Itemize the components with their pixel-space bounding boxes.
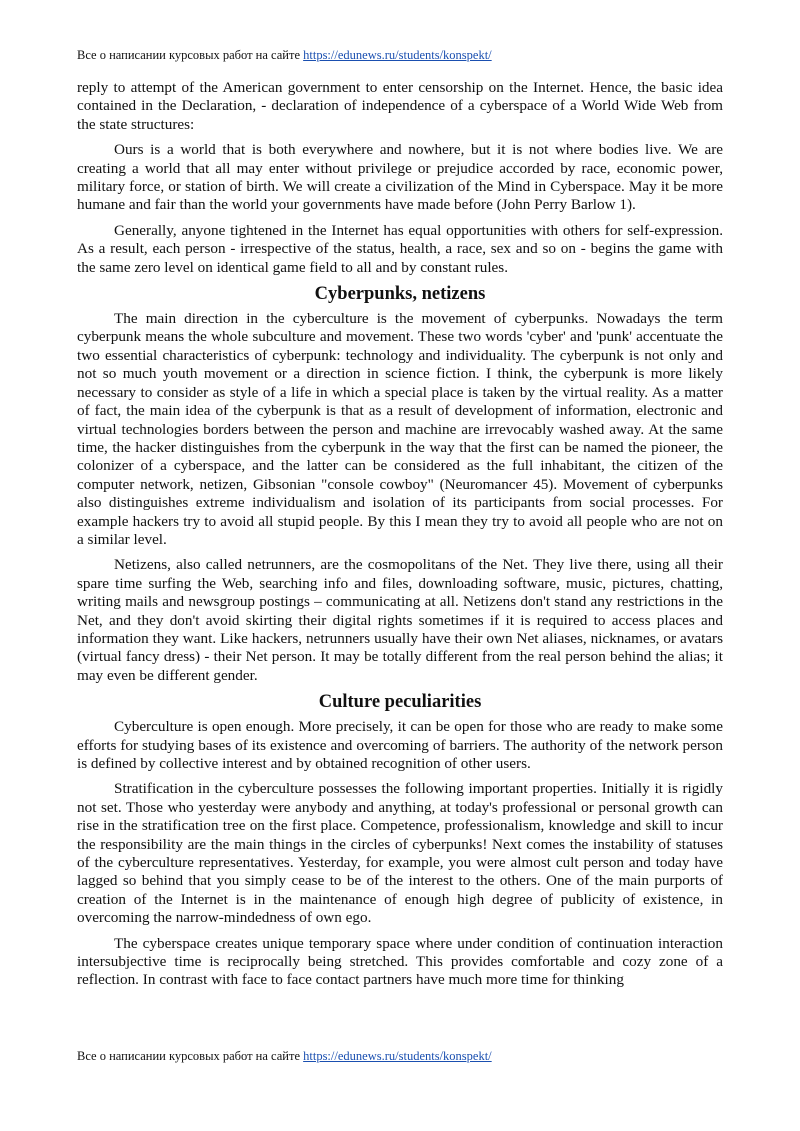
paragraph: Netizens, also called netrunners, are the cosmopolitans of the Net. They live there, using all their spare time surfing the Web, searching info and files, downloading software, music, pictures, chatting, writing mails and newsgroup postings – communicating at all. Netizens don't stand any restrictions in the Net, and they don't avoid skirting their digital rights sometimes if it is required to access places and information they want. Like hackers, netrunners usually have their own Net aliases, nicknames, or avatars (virtual fancy dress) - their Net person. It may be totally different from the real person behind the alias; it may even be different gender. (77, 556, 723, 684)
quote-paragraph: Ours is a world that is both everywhere and nowhere, but it is not where bodies live. We are creating a world that all may enter without privilege or prejudice accorded by race, economic power, military force, or station of birth. We will create a civilization of the Mind in Cyberspace. May it be more humane and fair than the world your governments have made before (John Perry Barlow 1). (77, 141, 723, 214)
page-footer (77, 1049, 492, 1064)
paragraph: reply to attempt of the American government to enter censorship on the Internet. Hence, the basic idea contained in the Declaration, - declaration of independence of a cyberspace of a World Wide Web from the state structures: (77, 79, 723, 133)
footer-text: Все о написании курсовых работ на сайте (77, 1049, 304, 1063)
paragraph: The cyberspace creates unique temporary space where under condition of continuation interaction intersubjective time is reciprocally being stretched. This provides comfortable and cozy zone of a reflection. In contrast with face to face contact partners have much more time for thinking (77, 934, 723, 989)
section-heading-cyberpunks: Cyberpunks, netizens (314, 284, 486, 305)
paragraph: Generally, anyone tightened in the Internet has equal opportunities with others for self-expression. As a result, each person - irrespective of the status, health, a race, sex and so on - begins the game with the same zero level on identical game field to all and by constant rules. (77, 221, 723, 276)
footer-link[interactable]: https://edunews.ru/students/konspekt/ (303, 1049, 492, 1063)
header-text: Все о написании курсовых работ на сайте (77, 48, 304, 62)
paragraph: Stratification in the cyberculture possesses the following important properties. Initially it is rigidly not set. Those who yesterday were anybody and anything, at today's professional or personal growth can rise in the stratification tree on the first place. Competence, professionalism, knowledge and skill to incur the responsibility are the main things in the circles of cyberpunks! Next comes the instability of statuses of the cyberculture representatives. Yesterday, for example, you were almost cult person and today have lagged so behind that you simply cease to be of the interest to the others. One of the main purports of creation of the Internet is in the maintenance of enough high degree of publicity of existence, in overcoming the narrow-mindedness of own ego. (77, 780, 723, 927)
page-header (77, 48, 492, 63)
document-body (77, 79, 723, 990)
paragraph: The main direction in the cyberculture is the movement of cyberpunks. Nowadays the term cyberpunk means the whole subculture and movement. These two words 'cyber' and 'punk' accentuate the two essential characteristics of cyberpunk: technology and individuality. The cyberpunk is not only and not so much youth movement or a direction in science fiction. I think, the cyberpunk is more likely necessary to consider as style of a life in which a special place is taken by the virtual reality. As a matter of fact, the main idea of the cyberpunk is that as a result of development of information, electronic and virtual technologies borders between the person and machine are irrevocably washed away. At the same time, the hacker distinguishes from the cyberpunk in the way that the first can be named the pioneer, the colonizer of a cyberspace, and the latter can be considered as the full inhabitant, the citizen of the computer network, netizen, Gibsonian "console cowboy" (Neuromancer 45). Movement of cyberpunks also distinguishes extreme individualism and isolation of its participants from social processes. For example hackers try to avoid all stupid people. By this I mean they try to avoid all people who are not on a similar level. (77, 310, 723, 548)
paragraph: Cyberculture is open enough. More precisely, it can be open for those who are ready to make some efforts for studying bases of its existence and overcoming of barriers. The authority of the network person is defined by collective interest and by obtained recognition of other users. (77, 718, 723, 772)
section-heading-culture: Culture peculiarities (318, 692, 482, 713)
header-link[interactable]: https://edunews.ru/students/konspekt/ (303, 48, 492, 62)
